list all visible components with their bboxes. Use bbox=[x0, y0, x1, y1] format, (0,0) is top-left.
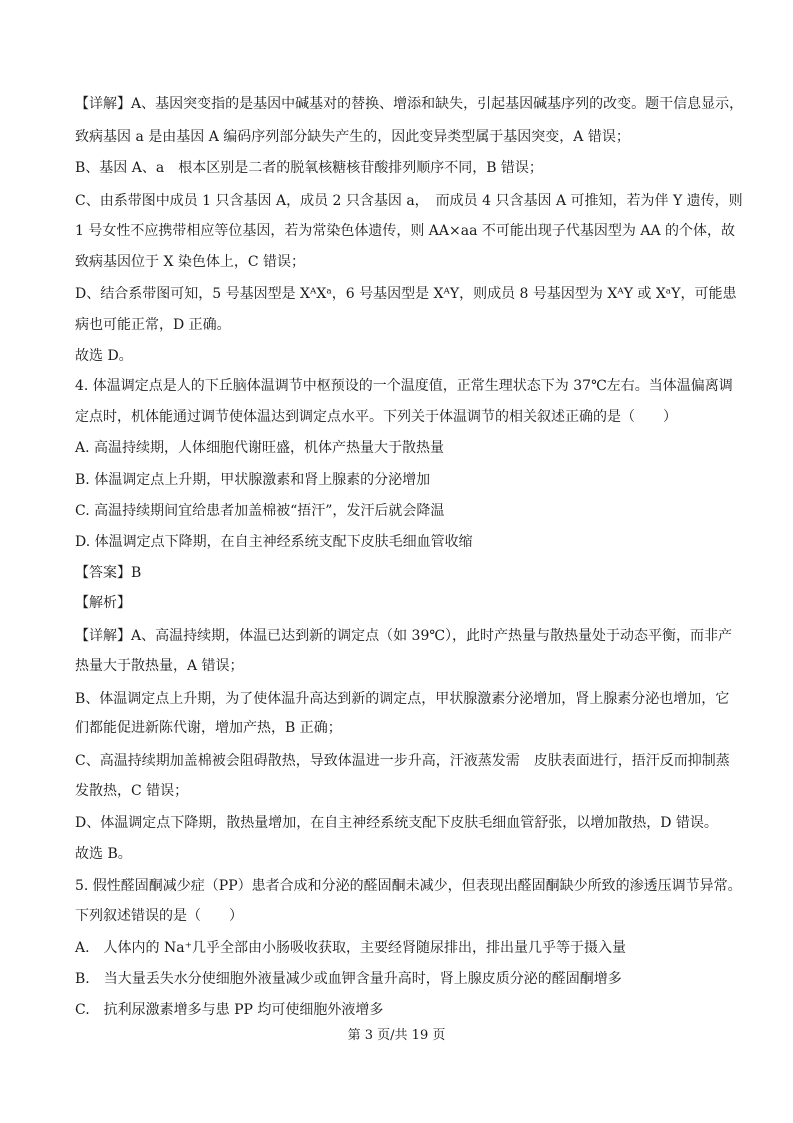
question-4-stem: 4. 体温调定点是人的下丘脑体温调节中枢预设的一个温度值，正常生理状态下为 37℃左右。当体温偏离调 bbox=[75, 378, 733, 394]
option-a: A. 高温持续期，人体细胞代谢旺盛，机体产热量大于散热量 bbox=[75, 440, 445, 456]
text-line: 发散热，C 错误； bbox=[75, 783, 189, 799]
text-line: 们都能促进新陈代谢，增加产热，B 正确； bbox=[75, 720, 342, 736]
option-c: C. 抗利尿激素增多与患 PP 均可使细胞外液增多 bbox=[75, 1002, 384, 1018]
text-line: C、高温持续期加盖棉被会阻碍散热，导致体温进一步升高，汗液蒸发需 皮肤表面进行，捂汗反而抑制蒸 bbox=[75, 753, 730, 769]
text-line: 【详解】A、基因突变指的是基因中碱基对的替换、增添和缺失，引起基因碱基序列的改变。题干信息显示， bbox=[75, 96, 744, 112]
text-line: C、由系带图中成员 1 只含基因 A，成员 2 只含基因 a， 而成员 4 只含基因 A 可推知，若为伴 Y 遗传，则 bbox=[75, 193, 743, 209]
text-line: 致病基因 a 是由基因 A 编码序列部分缺失产生的，因此变异类型属于基因突变，A 错误； bbox=[75, 129, 630, 145]
option-b: B. 当大量丢失水分使细胞外液量减少或血钾含量升高时，肾上腺皮质分泌的醛固酮增多 bbox=[75, 971, 622, 987]
text-line: D、结合系带图可知，5 号基因型是 XᴬXᵃ，6 号基因型是 XᴬY，则成员 8 号基因型为 XᴬY 或 XᵃY，可能患 bbox=[75, 286, 737, 302]
question-5-stem: 5. 假性醛固酮减少症（PP）患者合成和分泌的醛固酮未减少，但表现出醛固酮缺少所致的渗透压调节异常。 bbox=[75, 878, 742, 894]
text-line: 【详解】A、高温持续期，体温已达到新的调定点（如 39℃），此时产热量与散热量处于动态平衡，而非产 bbox=[75, 628, 733, 644]
option-d: D. 体温调定点下降期，在自主神经系统支配下皮肤毛细血管收缩 bbox=[75, 534, 473, 550]
text-line: 致病基因位于 X 染色体上，C 错误； bbox=[75, 254, 306, 270]
text-line: 故选 D。 bbox=[75, 348, 133, 364]
text-line: B、基因 A、a 根本区别是二者的脱氧核糖核苷酸排列顺序不同，B 错误； bbox=[75, 160, 543, 176]
text-line: 热量大于散热量，A 错误； bbox=[75, 658, 244, 674]
option-b: B. 体温调定点上升期，甲状腺激素和肾上腺素的分泌增加 bbox=[75, 472, 431, 488]
text-line: D、体温调定点下降期，散热量增加，在自主神经系统支配下皮肤毛细血管舒张，以增加散热，D 错误。 bbox=[75, 815, 718, 831]
text-line: 故选 B。 bbox=[75, 846, 132, 862]
option-c: C. 高温持续期间宜给患者加盖棉被“捂汗”，发汗后就会降温 bbox=[75, 503, 445, 519]
text-line: B、体温调定点上升期，为了使体温升高达到新的调定点，甲状腺激素分泌增加，肾上腺素分泌也增加，它 bbox=[75, 691, 730, 707]
question-4-stem: 定点时，机体能通过调节使体温达到调定点水平。下列关于体温调节的相关叙述正确的是（ ） bbox=[75, 409, 677, 425]
text-line: 1 号女性不应携带相应等位基因，若为常染色体遗传，则 AA×aa 不可能出现子代基因型为 AA 的个体，故 bbox=[75, 223, 736, 239]
answer-label: 【答案】B bbox=[75, 565, 142, 581]
analysis-label: 【解析】 bbox=[75, 595, 131, 611]
question-5-stem: 下列叙述错误的是（ ） bbox=[75, 908, 243, 924]
option-a: A. 人体内的 Na⁺几乎全部由小肠吸收获取，主要经肾随尿排出，排出量几乎等于摄入量 bbox=[75, 940, 626, 956]
page-footer: 第 3 页/共 19 页 bbox=[347, 1028, 446, 1043]
text-line: 病也可能正常，D 正确。 bbox=[75, 317, 231, 333]
